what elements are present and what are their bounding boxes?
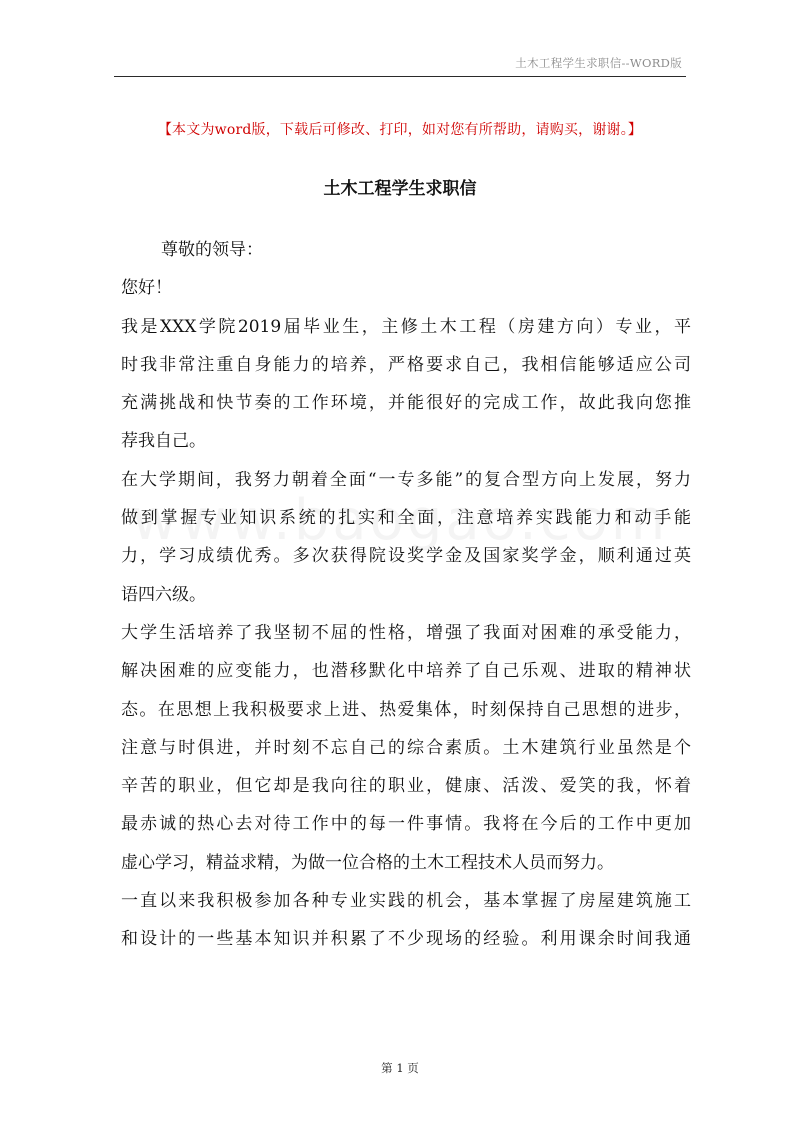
body-line: 解决困难的应变能力，也潜移默化中培养了自己乐观、进取的精神状: [121, 661, 691, 682]
body-line: 辛苦的职业，但它却是我向往的职业，健康、活泼、爱笑的我，怀着: [121, 776, 691, 797]
body-line: 荐我自己。: [121, 431, 206, 452]
body-line: 虚心学习，精益求精，为做一位合格的土木工程技术人员而努力。: [121, 852, 614, 873]
body-line: 语四六级。: [121, 584, 206, 605]
body-line: 做到掌握专业知识系统的扎实和全面，注意培养实践能力和动手能: [121, 508, 691, 529]
body-line: 在大学期间，我努力朝着全面“一专多能”的复合型方向上发展，努力: [121, 469, 691, 490]
running-header: 土木工程学生求职信--WORD版: [515, 56, 682, 70]
body-line: 大学生活培养了我坚韧不屈的性格，增强了我面对困难的承受能力，: [121, 622, 691, 643]
greeting: 您好！: [121, 278, 172, 299]
body-line: 力，学习成绩优秀。多次获得院设奖学金及国家奖学金，顺利通过英: [121, 546, 691, 567]
header-divider: [114, 76, 686, 77]
body-line: 时我非常注重自身能力的培养，严格要求自己，我相信能够适应公司: [121, 354, 691, 375]
body-line: 最赤诚的热心去对待工作中的每一件事情。我将在今后的工作中更加: [121, 814, 691, 835]
body-line: 充满挑战和快节奏的工作环境，并能很好的完成工作，故此我向您推: [121, 393, 691, 414]
salutation: 尊敬的领导：: [161, 240, 263, 260]
body-line: 一直以来我积极参加各种专业实践的机会，基本掌握了房屋建筑施工: [121, 891, 691, 912]
body-line: 和设计的一些基本知识并积累了不少现场的经验。利用课余时间我通: [121, 929, 691, 950]
document-title: 土木工程学生求职信: [323, 179, 477, 199]
body-line: 我是XXX学院2019届毕业生，主修土木工程（房建方向）专业，平: [121, 316, 691, 337]
letter-body: [121, 231, 691, 959]
purchase-notice: 【本文为word版，下载后可修改、打印，如对您有所帮助，请购买，谢谢。】: [157, 122, 643, 138]
body-line: 注意与时俱进，并时刻不忘自己的综合素质。土木建筑行业虽然是个: [121, 737, 691, 758]
body-line: 态。在思想上我积极要求上进、热爱集体，时刻保持自己思想的进步，: [121, 699, 691, 720]
page-number: 第 1 页: [381, 1061, 419, 1075]
